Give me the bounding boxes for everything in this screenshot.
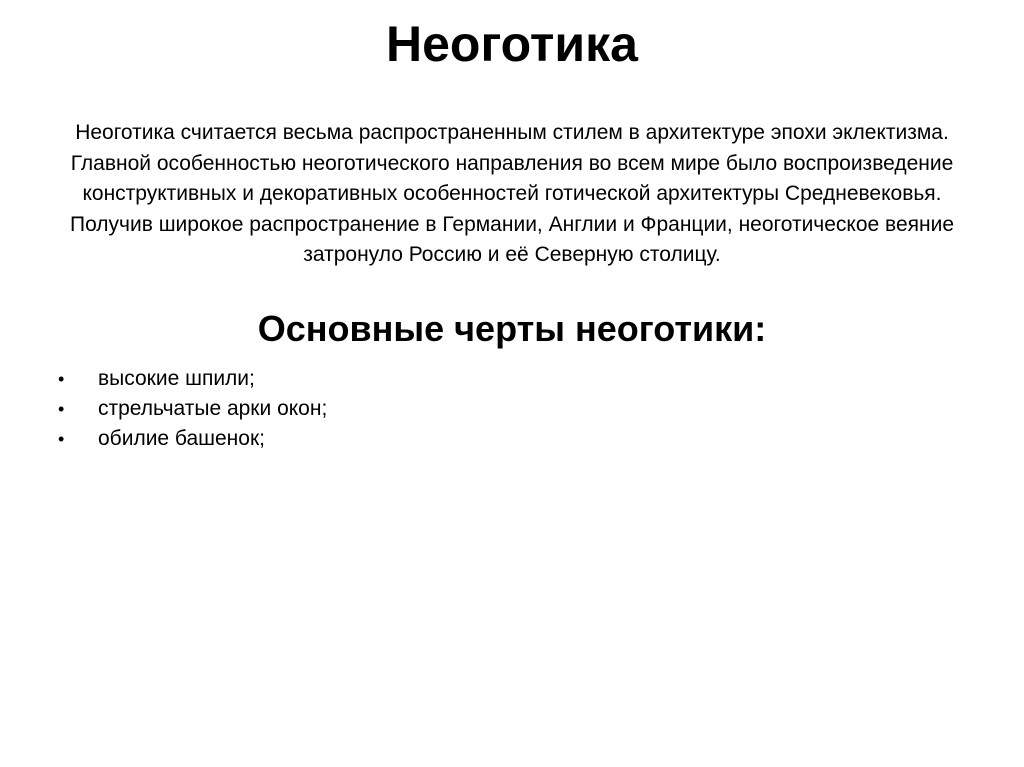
feature-text: высокие шпили; [98, 367, 255, 390]
features-list [0, 364, 1024, 454]
list-item [0, 424, 1024, 454]
bullet-icon: • [58, 429, 65, 449]
bullet-icon: • [58, 399, 65, 419]
list-item [0, 394, 1024, 424]
list-item [0, 364, 1024, 394]
feature-text: стрельчатые арки окон; [98, 397, 328, 420]
features-heading: Основные черты неоготики: [257, 308, 767, 349]
intro-paragraph: Неоготика считается весьма распространенным стилем в архитектуре эпохи эклектизма. Главной особенностью неоготического направления во всем мире было воспроизведение конструктивных и декоративных особенностей готической архитектуры Средневековья. Получив широкое распространение в Германии, Англии и Франции, неоготическое веяние затронуло Россию и её Северную столицу. [69, 121, 955, 266]
slide-title: Неоготика [386, 16, 638, 72]
bullet-icon: • [58, 369, 65, 389]
feature-text: обилие башенок; [98, 427, 265, 450]
